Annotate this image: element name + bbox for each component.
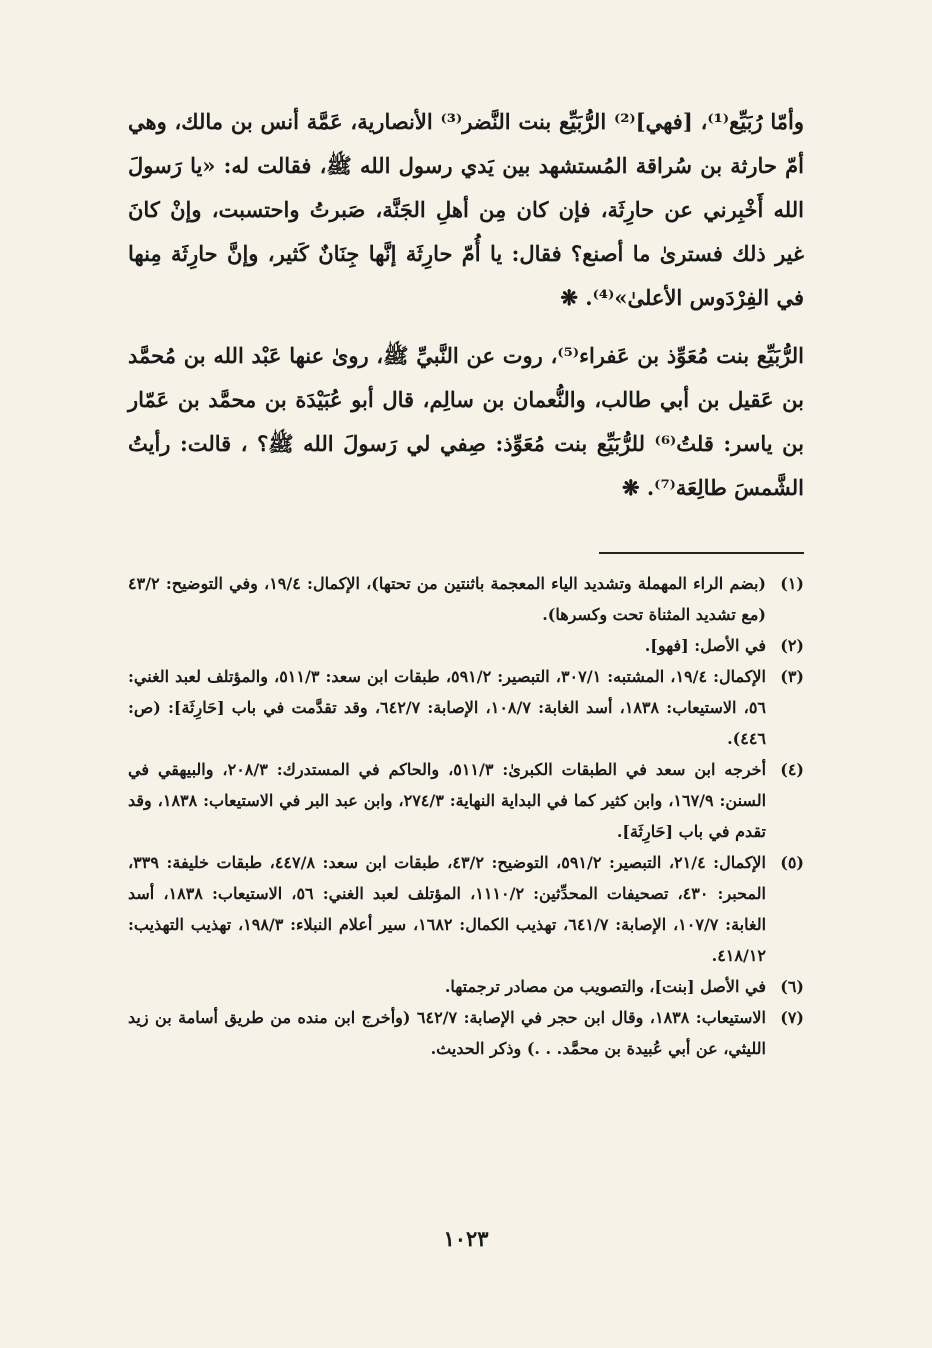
main-text [128, 100, 804, 510]
footnote [128, 1002, 804, 1064]
footnote-text: في الأصل [بنت]، والتصويب من مصادر ترجمتها. [444, 977, 766, 996]
paragraph-rubayyi-bint-al-nadr: وأمّا رُبَيِّع⁽¹⁾، [فهي]⁽²⁾ الرُّبَيِّع بنت النَّضر⁽³⁾ الأنصارية، عَمَّة أنس بن مالك، وهي أمّ حارثة بن سُراقة المُستشهد بين يَدي رسول الله ﷺ، فقالت له: «يا رَسولَ الله أَخْبِرني عن حارِثَة، فإن كان مِن أهلِ الجَنَّة، صَبرتُ واحتسبت، وإنْ كانَ غير ذلك فسترىٰ ما أصنع؟ فقال: يا أُمّ حارِثَة إنَّها جِنَانٌ كَثير، وإنَّ حارِثَة مِنها في الفِرْدَوس الأعلىٰ»⁽⁴⁾. ❋ [128, 109, 804, 310]
footnotes [128, 568, 804, 1064]
footnote [128, 568, 804, 630]
footnote [128, 754, 804, 847]
footnote [128, 971, 804, 1002]
footnote-number: (٦) [780, 977, 804, 996]
footnote-text: أخرجه ابن سعد في الطبقات الكبرىٰ: ٥١١/٣، والحاكم في المستدرك: ٢٠٨/٣، والبيهقي في السنن: ١٦٧/٩، وابن كثير كما في البداية النهاية: ٢٧٤/٣، وابن عبد البر في الاستيعاب: ١٨٣٨، وقد تقدم في باب [حَارِثَة]. [128, 760, 767, 841]
footnote-text: (بضم الراء المهملة وتشديد الياء المعجمة باثنتين من تحتها)، الإكمال: ١٩/٤، وفي التوضيح: ٤٣/٢ (مع تشديد المثناة تحت وكسرها). [128, 574, 766, 624]
footnote [128, 630, 804, 661]
footnote-text: في الأصل: [فهو]. [644, 636, 766, 655]
footnote-text: الإكمال: ١٩/٤، المشتبه: ٣٠٧/١، التبصير: ٥٩١/٢، طبقات ابن سعد: ٥١١/٣، والمؤتلف لعبد الغني: ٥٦، الاستيعاب: ١٨٣٨، أسد الغابة: ١٠٨/٧، الإصابة: ٦٤٢/٧، وقد تقدَّمت في باب [حَارِثَة]: (ص: ٤٤٦). [128, 667, 767, 748]
page-number: ١٠٢٣ [443, 1226, 489, 1251]
footnote-number: (٧) [780, 1008, 804, 1027]
footnote-separator [599, 552, 804, 554]
footnote-number: (٢) [780, 636, 804, 655]
footnote-text: الاستيعاب: ١٨٣٨، وقال ابن حجر في الإصابة: ٦٤٢/٧ (وأخرج ابن منده من طريق أسامة بن زيد الليثي، عن أبي عُبيدة بن محمَّد. . .) وذكر الحديث. [128, 1008, 766, 1058]
footnote-text: الإكمال: ٢١/٤، التبصير: ٥٩١/٢، التوضيح: ٤٣/٢، طبقات ابن سعد: ٤٤٧/٨، طبقات خليفة: ٣٣٩، المحبر: ٤٣٠، تصحيفات المحدِّثين: ١١١٠/٢، المؤتلف لعبد الغني: ٥٦، الاستيعاب: ١٨٣٨، أسد الغابة: ١٠٧/٧، الإصابة: ٦٤١/٧، تهذيب الكمال: ١٦٨٢، سير أعلام النبلاء: ١٩٨/٣، تهذيب التهذيب: ٤١٨/١٢. [128, 853, 767, 965]
paragraph-rubayyi-bint-muawwidh: الرُّبَيِّع بنت مُعَوِّذ بن عَفراء⁽⁵⁾، روت عن النَّبيِّ ﷺ، روىٰ عنها عَبْد الله بن مُحمَّد بن عَقيل بن أبي طالب، والنُّعمان بن سالِم، قال أبو عُبَيْدَة بن محمَّد بن عَمّار بن ياسر: قلتُ⁽⁶⁾ للرُّبَيِّع بنت مُعَوِّذ: صِفي لي رَسولَ الله ﷺ؟ ، قالت: رأيتُ الشَّمسَ طالِعَة⁽⁷⁾. ❋ [128, 343, 804, 500]
footnote [128, 847, 804, 971]
footnote-number: (٥) [780, 853, 804, 872]
footnote-number: (٤) [780, 760, 804, 779]
footnote [128, 661, 804, 754]
footnote-number: (٣) [780, 667, 804, 686]
footnote-number: (١) [780, 574, 804, 593]
